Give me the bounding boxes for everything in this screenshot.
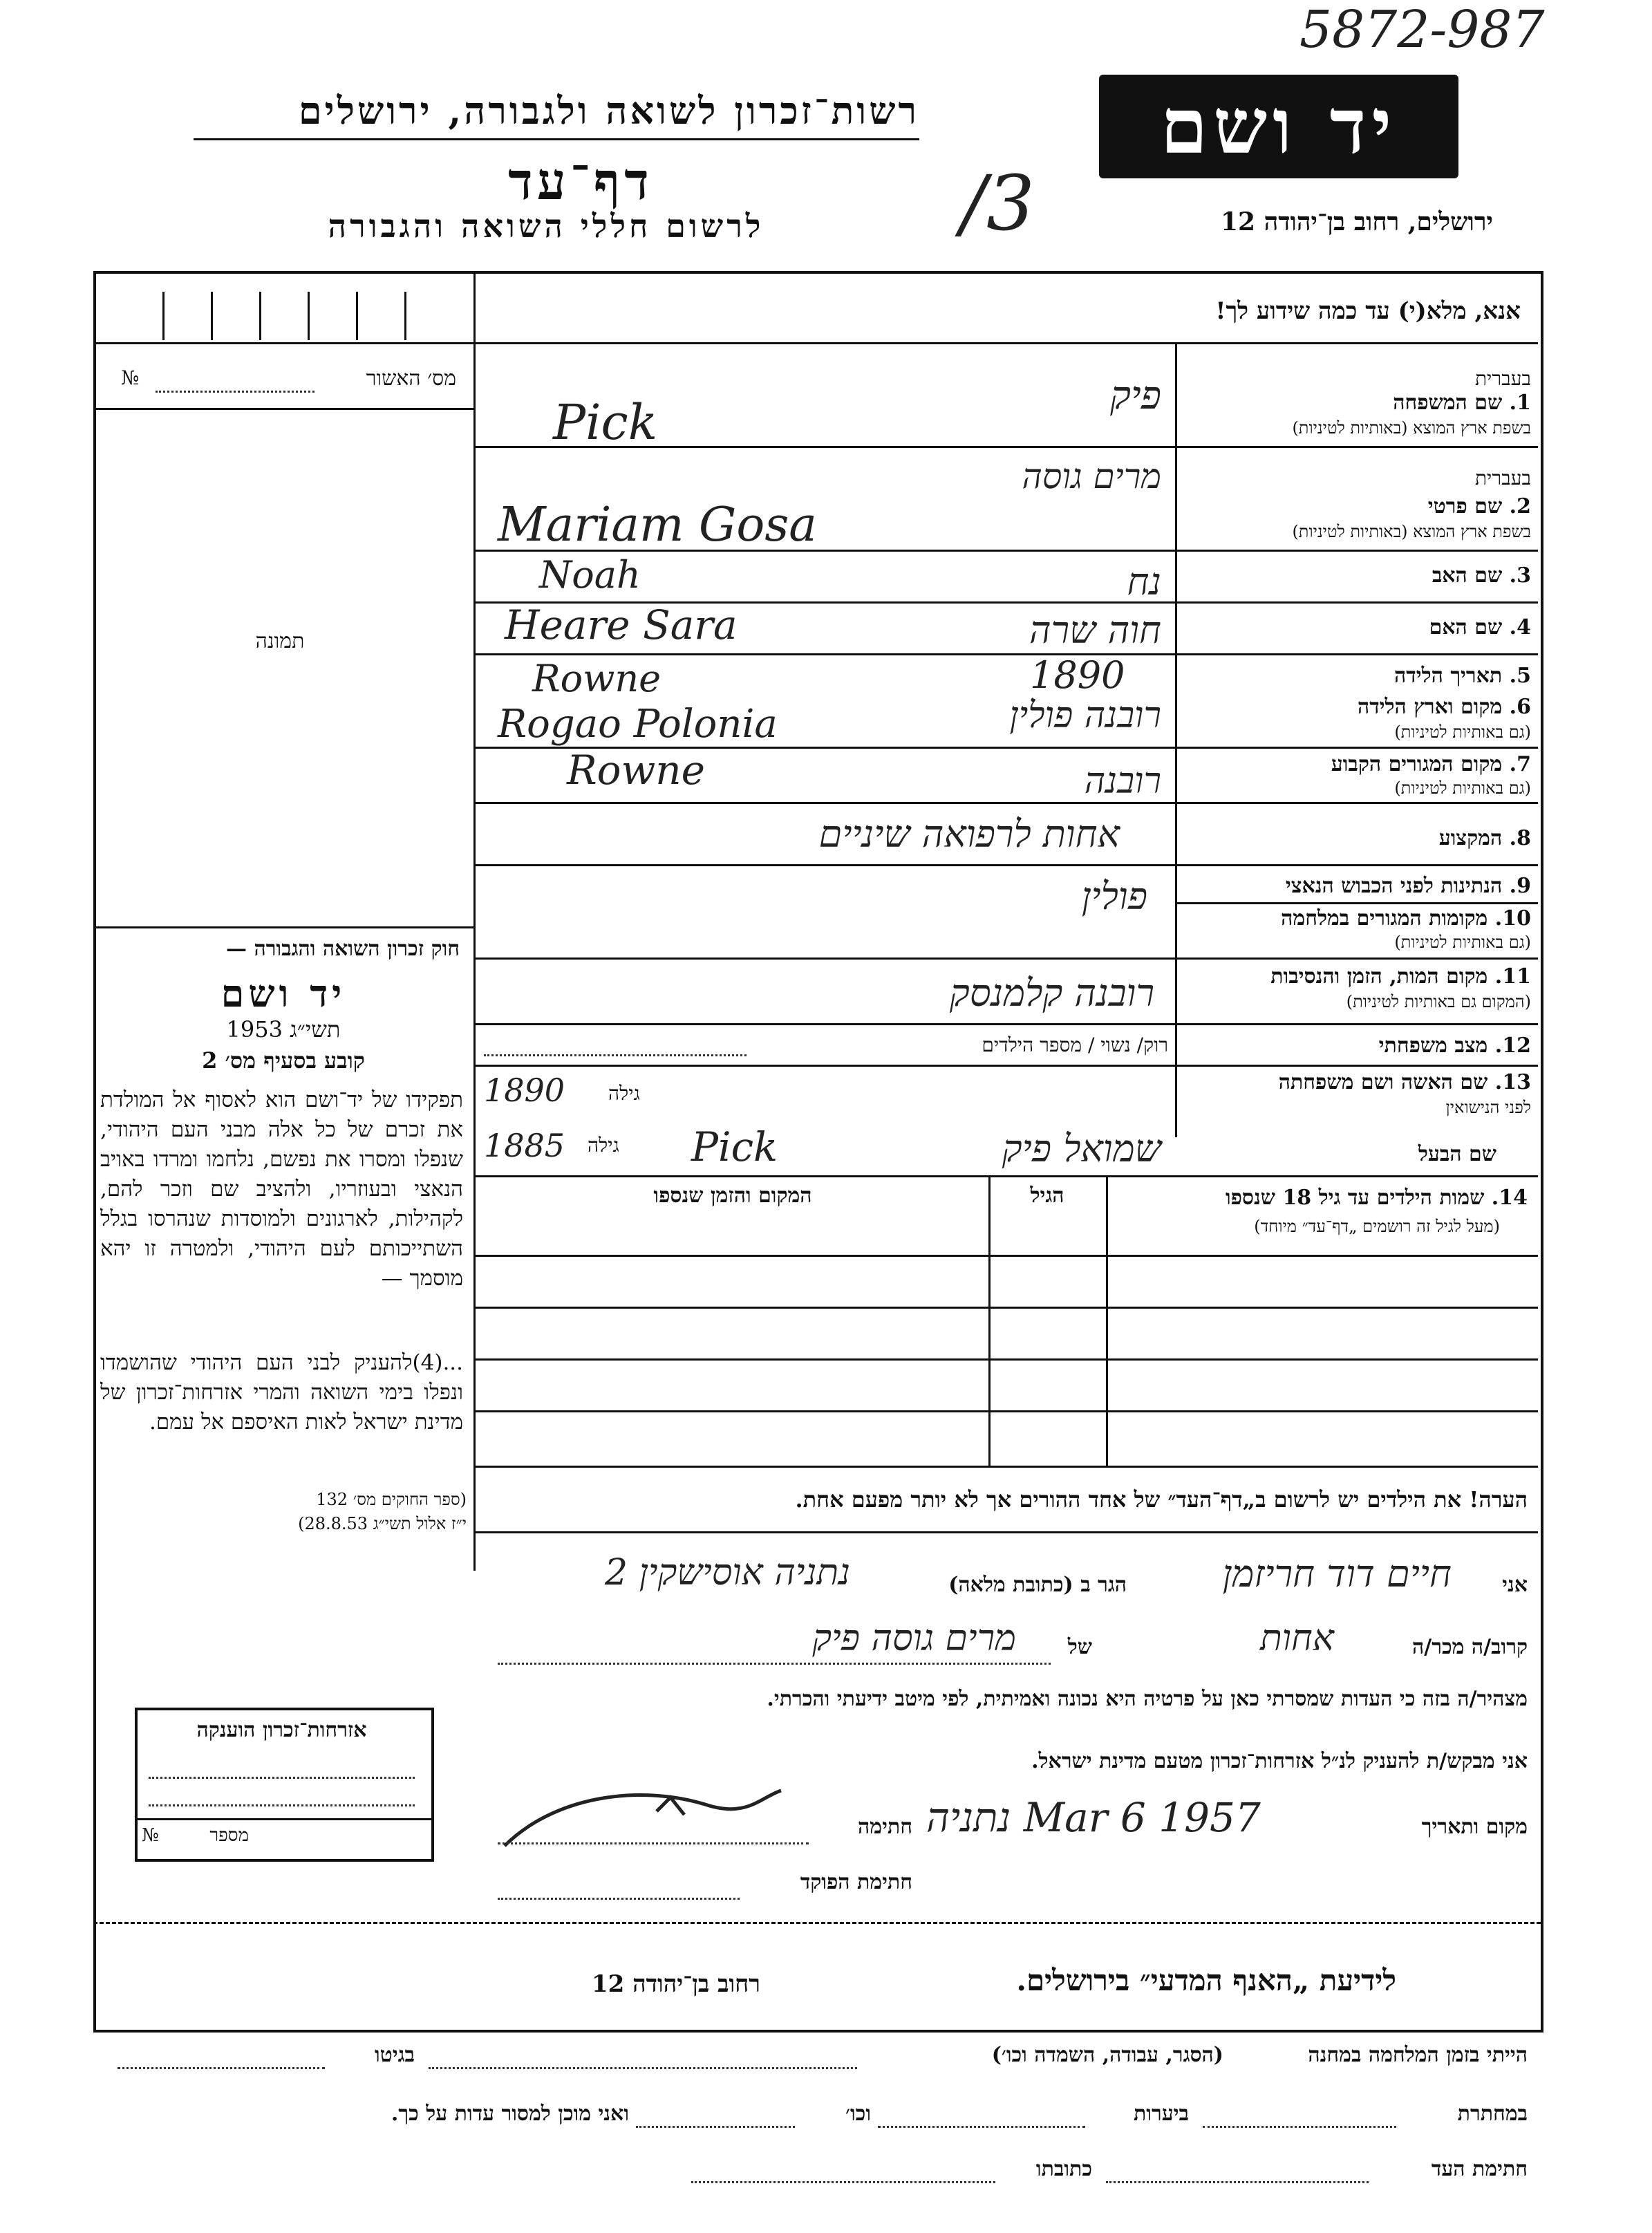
yad-vashem-logo — [1099, 75, 1458, 178]
document-number: 5872-987 — [1299, 0, 1545, 59]
firstname-latin: Mariam Gosa — [498, 498, 817, 552]
father-name-latin: Noah — [539, 553, 641, 597]
address: ירושלים, רחוב בן־יהודה 12 — [1220, 207, 1493, 236]
footer-line2-c: וכו׳ — [845, 2102, 871, 2126]
husband-age-label: גילה — [588, 1134, 619, 1157]
law-year: תשי״ג 1953 — [226, 1016, 341, 1043]
mother-name-hebrew: חוה שרה — [1029, 608, 1161, 652]
footer-line1-b: (הסגר, עבודה, השמדה וכו׳) — [991, 2043, 1223, 2067]
approval-no-symbol: № — [121, 366, 140, 389]
footer-line3-a: חתימת העד — [1431, 2157, 1528, 2181]
footer-line1-c: בגיטו — [374, 2043, 415, 2067]
declaration-line3: מצהיר/ה בזה כי העדות שמסרתי כאן על פרטיה היא נכונה ואמיתית, לפי מיטב ידיעתי והכרתי. — [767, 1687, 1528, 1711]
husband-age-value: 1885 — [484, 1127, 565, 1164]
residence-hebrew: רובנה — [1084, 760, 1161, 802]
birth-place-latin: Rogao Polonia — [498, 702, 778, 747]
children-col-place: המקום והזמן שנספו — [653, 1184, 812, 1208]
page-subtitle: לרשום חללי השואה והגבורה — [328, 207, 764, 245]
field-11: 11. מקום המות, הזמן והנסיבות (המקום גם באותיות לטיניות) — [1270, 964, 1531, 1011]
declaration-line1-a: אני — [1502, 1573, 1528, 1597]
footer-line2-a: במחתרת — [1457, 2102, 1528, 2126]
wife-age-value: 1890 — [484, 1072, 565, 1109]
signature-label: חתימה — [858, 1815, 912, 1839]
wife-age-label: גילה — [608, 1082, 640, 1105]
footer-line3-b: כתובתו — [1035, 2157, 1092, 2181]
place-date-value: נתניה Mar 6 1957 — [926, 1794, 1261, 1841]
footer-line2-b: ביערות — [1133, 2102, 1189, 2126]
footer-title: לידיעת „האנף המדעי״ בירושלים. — [1016, 1963, 1396, 1997]
relation-value: אחות — [1260, 1618, 1334, 1659]
birth-place-hebrew: רובנה פולין — [1009, 695, 1161, 736]
relation-of-name: מרים גוסה פיק — [812, 1618, 1016, 1659]
declaration-line1-b: הגר ב (כתובת מלאה) — [948, 1573, 1127, 1597]
birth-place-latin-top: Rowne — [532, 657, 661, 700]
law-clause: קובע בסעיף מס׳ 2 — [202, 1047, 365, 1074]
logo-text: יד ושם — [1160, 82, 1398, 171]
profession-value: אחות לרפואה שיניים — [818, 812, 1120, 856]
citizenship-title: אזרחות־זכרון הוענקה — [196, 1718, 367, 1742]
citizenship-no-symbol: № — [142, 1825, 159, 1846]
field-10: 10. מקומות המגורים במלחמה (גם באותיות לטיניות) — [1281, 906, 1531, 952]
father-name-hebrew: נח — [1127, 560, 1161, 604]
page-title: דף־עד — [508, 152, 653, 212]
note-text: הערה! את הילדים יש לרשום ב„דף־העד״ של אחד ההורים אך לא יותר מפעם אחת. — [795, 1486, 1528, 1513]
footer-address: רחוב בן־יהודה 12 — [591, 1970, 760, 1998]
field-9: 9. הנתינות לפני הכבוש הנאצי — [1285, 874, 1531, 898]
declaration-line4: אני מבקש/ת להעניק לנ״ל אזרחות־זכרון מטעם מדינת ישראל. — [1031, 1749, 1528, 1773]
declaration-line2-b: של — [1067, 1635, 1092, 1659]
footer-line2-d: ואני מוכן למסור עדות על כך. — [391, 2102, 629, 2126]
family-status-options: רוק/ נשוי / מספר הילדים — [982, 1034, 1168, 1056]
field-3: 3. שם האב — [1432, 563, 1531, 588]
children-col-age: הגיל — [1030, 1184, 1064, 1208]
intro-text: אנא, מלא(י) עד כמה שידוע לך! — [1215, 297, 1521, 325]
nationality-value: פולין — [1081, 875, 1147, 918]
death-place-value: רובנה קלמנסק — [949, 971, 1154, 1015]
field-4: 4. שם האם — [1429, 615, 1531, 639]
approval-grid — [93, 271, 473, 340]
surname-hebrew: פיק — [1110, 373, 1161, 418]
field-2: בעברית 2. שם פרטי בשפת ארץ המוצא (באותיות לטיניות) — [1292, 467, 1531, 541]
field-5: 5. תאריך הלידה — [1394, 664, 1531, 688]
law-source-2: י״ז אלול תשי״ג 28.8.53) — [298, 1514, 467, 1533]
law-name: יד ושם — [220, 971, 346, 1016]
approval-number-label: מס׳ האשור — [366, 366, 456, 391]
husband-name-hebrew: שמואל פיק — [1002, 1127, 1161, 1170]
field-6: 6. מקום וארץ הלידה (גם באותיות לטיניות) — [1357, 695, 1531, 742]
field-1: בעברית 1. שם המשפחה בשפת ארץ המוצא (באותיות לטיניות) — [1292, 367, 1531, 438]
law-body-2: ...(4)להעניק לבני העם היהודי שהושמדו ונפלו בימי השואה והמרי אזרחות־זכרון של מדינת ישראל לאות האיספם אל עמם. — [100, 1350, 463, 1435]
children-header: 14. שמות הילדים עד גיל 18 שנספו — [1225, 1186, 1528, 1210]
footer-line1-a: הייתי בזמן המלחמה במחנה — [1308, 2043, 1528, 2067]
photo-label: תמונה — [255, 629, 305, 653]
law-source: (ספר החוקים מס׳ 132 — [316, 1490, 467, 1509]
surname-latin: Pick — [553, 394, 658, 451]
handwritten-mark: /3 — [961, 159, 1035, 247]
field-12: 12. מצב משפחתי — [1378, 1034, 1531, 1058]
signature-scribble — [498, 1770, 788, 1867]
field-8: 8. המקצוע — [1438, 826, 1531, 850]
declaration-line2-a: קרוב/ה מכר/ה — [1412, 1635, 1528, 1659]
mother-name-latin: Heare Sara — [505, 601, 738, 648]
birth-date: 1890 — [1030, 653, 1125, 697]
declarant-name: חיים דוד חריזמן — [1222, 1552, 1452, 1596]
field-13: 13. שם האשה ושם משפחתה לפני הנישואין — [1278, 1070, 1531, 1117]
husband-surname-latin: Pick — [691, 1123, 778, 1170]
declarant-address: נתניה אוסישקין 2 — [604, 1552, 850, 1594]
official-signature-label: חתימת הפוקד — [800, 1870, 912, 1894]
firstname-hebrew: מרים גוסה — [1022, 456, 1161, 496]
children-header-sub: (מעל לגיל זה רושמים „דף־עד״ מיוחד) — [1254, 1217, 1500, 1236]
law-body: תפקידו של יד־ושם הוא לאסוף אל המולדת את זכרם של כל אלה מבני העם היהודי, שנפלו ומסרו את נפשם, נלחמו ומרדו באויב הנאצי ובעוזריו, ולהציב שם וזכר להם, לקהילות, לארגונים ולמוסדות שנהרסו בגלל השתייכותם לעם היהודי, ולמטרה זו יהא מוסמך — — [100, 1087, 463, 1291]
field-7: 7. מקום המגורים הקבוע (גם באותיות לטיניות) — [1331, 752, 1531, 798]
field-husband: שם הבעל — [1418, 1142, 1496, 1166]
law-title: חוק זכרון השואה והגבורה — — [226, 937, 460, 961]
citizenship-number-label: מספר — [209, 1825, 249, 1846]
organization-line: רשות־זכרון לשואה ולגבורה, ירושלים — [298, 88, 919, 133]
residence-latin: Rowne — [567, 747, 705, 794]
place-date-label: מקום ותאריך — [1421, 1815, 1528, 1839]
